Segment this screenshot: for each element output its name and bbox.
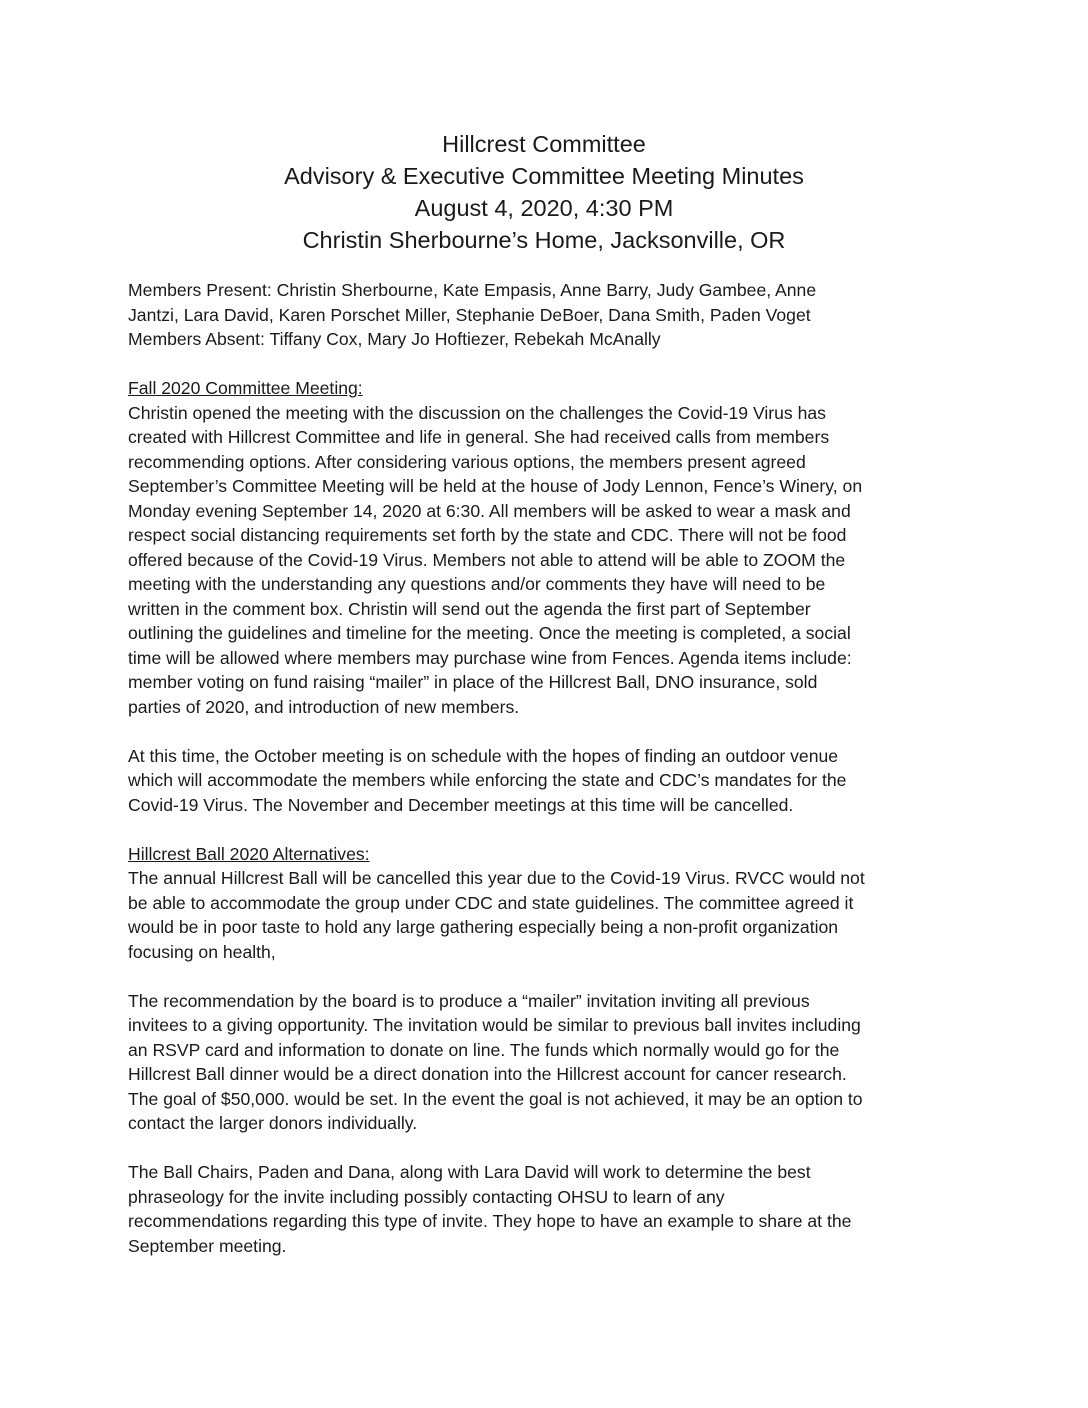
text-line: Christin opened the meeting with the discussion on the challenges the Covid-19 Virus has (128, 402, 826, 423)
text-line: Hillcrest Ball dinner would be a direct donation into the Hillcrest account for cancer research. (128, 1064, 847, 1084)
text-line: written in the comment box. Christin will send out the agenda the first part of September (128, 598, 811, 619)
text-line: recommending options. After considering various options, the members present agreed (128, 451, 806, 472)
text-line: meeting with the understanding any questions and/or comments they have will need to be (128, 574, 826, 594)
text-line: would be in poor taste to hold any large gathering especially being a non-profit organization (128, 917, 839, 937)
attendance-line: Jantzi, Lara David, Karen Porschet Miller, Stephanie DeBoer, Dana Smith, Paden Voget (128, 304, 811, 325)
attendance-block (128, 278, 968, 352)
text-line: phraseology for the invite including possibly contacting OHSU to learn of any (128, 1186, 725, 1207)
text-line: Covid-19 Virus. The November and December meetings at this time will be cancelled. (128, 794, 794, 815)
paragraph (128, 866, 968, 964)
text-line: At this time, the October meeting is on schedule with the hopes of finding an outdoor venue (128, 745, 839, 766)
text-line: which will accommodate the members while enforcing the state and CDC’s mandates for the (128, 770, 847, 790)
text-line: invitees to a giving opportunity. The invitation would be similar to previous ball invites including (128, 1015, 861, 1035)
text-line: Monday evening September 14, 2020 at 6:30. All members will be asked to wear a mask and (128, 500, 851, 521)
document-body (128, 278, 968, 1258)
text-line: focusing on health, (128, 941, 276, 962)
text-line: The goal of $50,000. would be set. In the event the goal is not achieved, it may be an option to (128, 1088, 863, 1109)
paragraph (128, 1160, 968, 1258)
meeting-title: Advisory & Executive Committee Meeting Minutes (284, 163, 804, 189)
org-title: Hillcrest Committee (442, 131, 646, 157)
text-line: respect social distancing requirements set forth by the state and CDC. There will not be food (128, 525, 847, 545)
document-header (0, 128, 1088, 256)
text-line: be able to accommodate the group under CDC and state guidelines. The committee agreed it (128, 892, 854, 913)
text-line: member voting on fund raising “mailer” in place of the Hillcrest Ball, DNO insurance, sold (128, 672, 818, 692)
text-line: outlining the guidelines and timeline for the meeting. Once the meeting is completed, a social (128, 623, 851, 643)
section-fall-meeting (128, 376, 968, 817)
text-line: September’s Committee Meeting will be held at the house of Jody Lennon, Fence’s Winery, on (128, 476, 863, 496)
meeting-location: Christin Sherbourne’s Home, Jacksonville, OR (302, 227, 786, 253)
attendance-line: Members Absent: Tiffany Cox, Mary Jo Hoftiezer, Rebekah McAnally (128, 329, 661, 349)
text-line: parties of 2020, and introduction of new members. (128, 696, 520, 717)
text-line: The annual Hillcrest Ball will be cancelled this year due to the Covid-19 Virus. RVCC would not (128, 868, 865, 888)
section-ball-alternatives (128, 842, 968, 1259)
section-heading: Fall 2020 Committee Meeting: (128, 378, 363, 398)
text-line: recommendations regarding this type of invite. They hope to have an example to share at the (128, 1211, 852, 1231)
text-line: The Ball Chairs, Paden and Dana, along with Lara David will work to determine the best (128, 1162, 811, 1182)
attendance-line: Members Present: Christin Sherbourne, Kate Empasis, Anne Barry, Judy Gambee, Anne (128, 280, 817, 300)
text-line: offered because of the Covid-19 Virus. Members not able to attend will be able to ZOOM the (128, 549, 846, 570)
section-heading: Hillcrest Ball 2020 Alternatives: (128, 843, 370, 864)
text-line: contact the larger donors individually. (128, 1113, 418, 1133)
paragraph (128, 744, 968, 818)
text-line: created with Hillcrest Committee and life in general. She had received calls from members (128, 427, 830, 447)
text-line: an RSVP card and information to donate on line. The funds which normally would go for the (128, 1039, 840, 1060)
text-line: time will be allowed where members may purchase wine from Fences. Agenda items include: (128, 647, 852, 668)
meeting-date: August 4, 2020, 4:30 PM (414, 195, 674, 221)
text-line: The recommendation by the board is to produce a “mailer” invitation inviting all previous (128, 990, 810, 1011)
paragraph (128, 989, 968, 1136)
paragraph (128, 401, 968, 720)
text-line: September meeting. (128, 1235, 287, 1256)
